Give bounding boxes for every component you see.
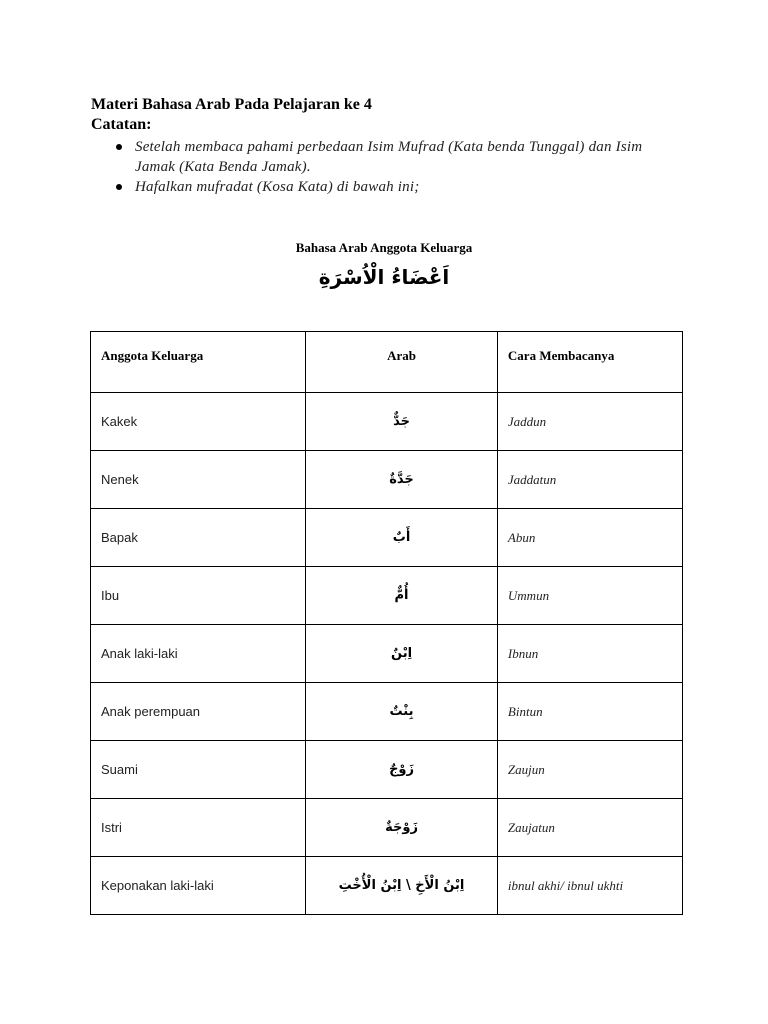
reading-cell: Zaujatun (497, 799, 682, 857)
table-row (91, 683, 683, 741)
section-subtitle: Bahasa Arab Anggota Keluarga (295, 240, 473, 255)
member-cell: Bapak (91, 509, 306, 567)
header-member: Anggota Keluarga (91, 332, 306, 393)
note-item: Hafalkan mufradat (Kosa Kata) di bawah ini; (113, 177, 673, 197)
arabic-cell: اِبْنُ الْأَخِ \ اِبْنُ الْأُخْتِ (306, 857, 498, 915)
table-row (91, 625, 683, 683)
reading-cell: Bintun (497, 683, 682, 741)
arabic-cell: زَوْجَةٌ (306, 799, 498, 857)
reading-cell: Zaujun (497, 741, 682, 799)
reading-cell: Jaddatun (497, 451, 682, 509)
member-cell: Suami (91, 741, 306, 799)
arabic-cell: اِبْنٌ (306, 625, 498, 683)
table-row (91, 799, 683, 857)
reading-cell: Ibnun (497, 625, 682, 683)
arabic-cell: أُمٌّ (306, 567, 498, 625)
member-cell: Keponakan laki-laki (91, 857, 306, 915)
arabic-cell: جَدَّةٌ (306, 451, 498, 509)
reading-cell: Ummun (497, 567, 682, 625)
table-row (91, 393, 683, 451)
family-members-table (90, 331, 683, 915)
reading-cell: ibnul akhi/ ibnul ukhti (497, 857, 682, 915)
member-cell: Anak laki-laki (91, 625, 306, 683)
arabic-cell: أَبٌ (306, 509, 498, 567)
document-title: Materi Bahasa Arab Pada Pelajaran ke 4 (91, 96, 372, 113)
arabic-cell: جَدٌّ (306, 393, 498, 451)
reading-cell: Abun (497, 509, 682, 567)
member-cell: Nenek (91, 451, 306, 509)
member-cell: Istri (91, 799, 306, 857)
table-row (91, 741, 683, 799)
arabic-cell: زَوْجٌ (306, 741, 498, 799)
member-cell: Anak perempuan (91, 683, 306, 741)
table-row (91, 509, 683, 567)
member-cell: Ibu (91, 567, 306, 625)
table-row (91, 857, 683, 915)
arabic-cell: بِنْتٌ (306, 683, 498, 741)
note-item: Setelah membaca pahami perbedaan Isim Mufrad (Kata benda Tunggal) dan Isim Jamak (Kata Benda Jamak). (113, 137, 673, 177)
member-cell: Kakek (91, 393, 306, 451)
table-header-row (91, 332, 683, 393)
notes-label: Catatan: (91, 116, 152, 133)
header-reading: Cara Membacanya (497, 332, 682, 393)
header-arabic: Arab (306, 332, 498, 393)
reading-cell: Jaddun (497, 393, 682, 451)
notes-list (113, 137, 673, 197)
table-row (91, 451, 683, 509)
arabic-section-title: اَعْضَاءُ الْاُسْرَةِ (318, 265, 450, 289)
table-row (91, 567, 683, 625)
